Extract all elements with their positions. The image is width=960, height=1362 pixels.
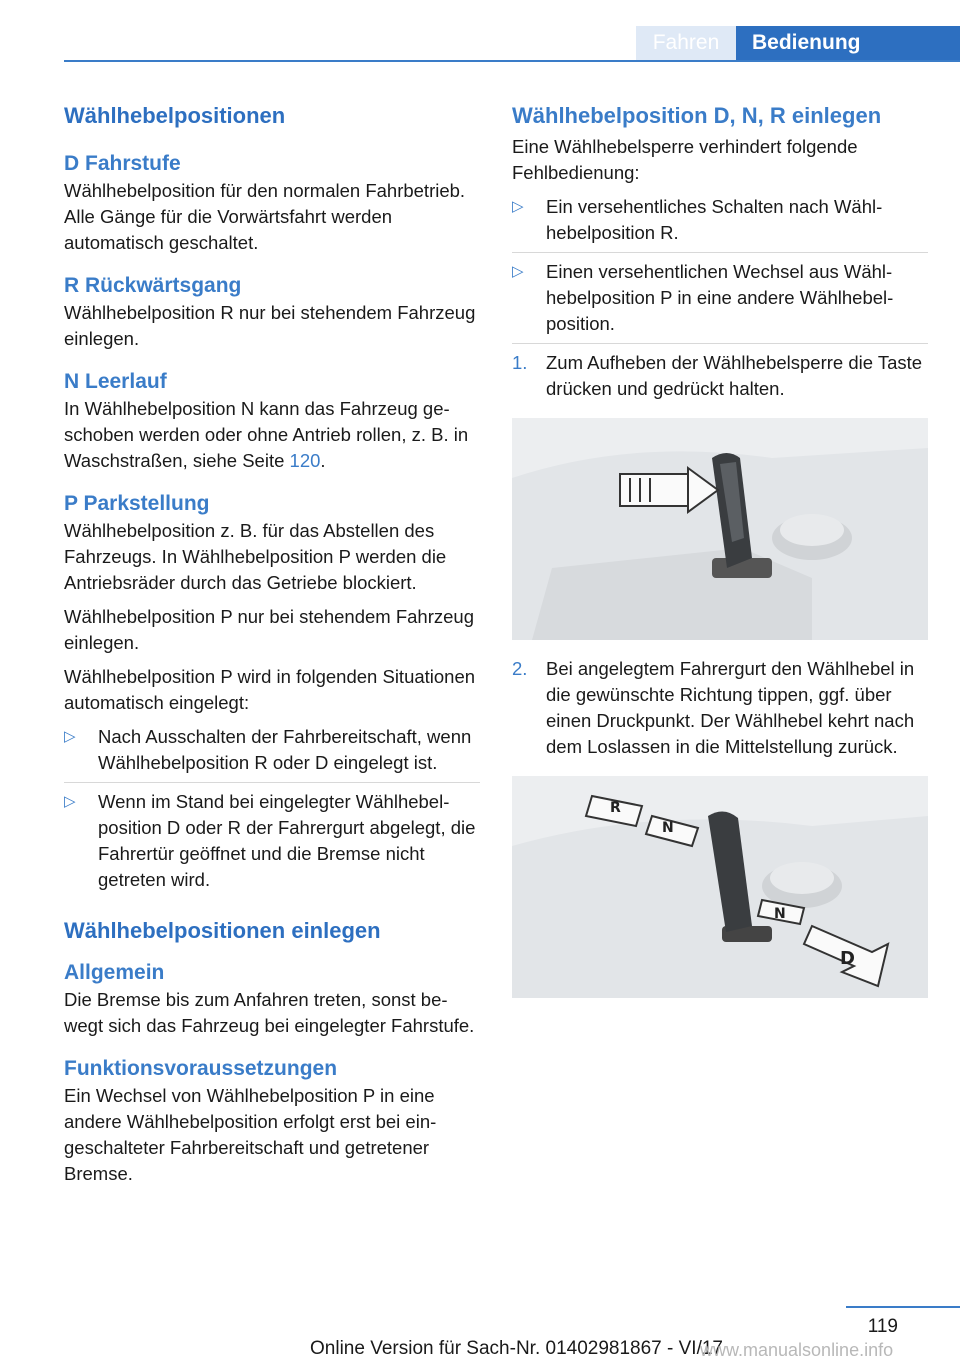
gear-direction-illustration [512, 776, 928, 998]
label-n-top: N [662, 820, 674, 836]
text-p2: Wählhebelposition P nur bei stehendem Fahrzeug einlegen. [64, 606, 474, 653]
text-allgemein: Die Bremse bis zum Anfahren treten, sonst bewegt sich das Fahrzeug bei eingelegter Fahrstufe. [64, 989, 475, 1036]
triangle-bullet-icon: ▷ [512, 198, 524, 215]
heading-n: N Leerlauf [64, 370, 167, 393]
list-item [512, 259, 928, 344]
list-item [64, 789, 480, 899]
header-rule [64, 60, 960, 62]
section-title-positions: Wählhebelpositionen [64, 103, 286, 128]
heading-p: P Parkstellung [64, 492, 210, 515]
heading-dnr: Wählhebelposition D, N, R einlegen [512, 103, 882, 128]
watermark: www.manualsonline.info [700, 1340, 894, 1360]
step-item [512, 350, 928, 408]
section-d [64, 150, 480, 256]
text-funktion: Ein Wechsel von Wählhebelposition P in eine andere Wählhebelposition erfolgt erst bei eingeschalteter Fahrbereitschaft und getretener Bremse. [64, 1085, 437, 1184]
heading-allgemein: Allgemein [64, 961, 165, 984]
list-item [64, 724, 480, 783]
page-link-120[interactable]: 120 [289, 450, 321, 471]
heading-d: D Fahrstufe [64, 152, 181, 175]
left-column [64, 100, 480, 1203]
bullet-list-p [64, 724, 480, 899]
step-item [512, 656, 928, 766]
label-d: D [840, 948, 855, 969]
online-version-note: Online Version für Sach-Nr. 01402981867 - VI/17 [310, 1338, 723, 1359]
triangle-bullet-icon: ▷ [64, 793, 76, 810]
section-title-einlegen: Wählhebelpositionen einlegen [64, 918, 381, 943]
figure-selector-lever-button [512, 418, 928, 640]
text-intro: Eine Wählhebelsperre verhindert folgende Fehlbedienung: [512, 136, 858, 183]
list-item-text: Ein versehentliches Schalten nach Wählhebelposition R. [546, 196, 883, 243]
text-n-before: In Wählhebelposition N kann das Fahrzeug geschoben werden oder ohne Antrieb rollen, z. B. in Waschstraßen, siehe Seite [64, 398, 469, 471]
heading-funktion: Funktionsvoraussetzungen [64, 1057, 338, 1080]
heading-r: R Rückwärtsgang [64, 274, 242, 297]
step-number: 1. [512, 352, 528, 373]
triangle-bullet-icon: ▷ [512, 263, 524, 280]
list-item-text: Einen versehentlichen Wechsel aus Wählhebelposition P in eine andere Wählhebelposition. [546, 261, 894, 334]
gear-lever-illustration [512, 418, 928, 640]
label-r: R [610, 800, 621, 816]
header-tab-fahren[interactable]: Fahren [636, 26, 736, 60]
text-d: Wählhebelposition für den normalen Fahrbetrieb. Alle Gänge für die Vorwärtsfahrt werden automatisch geschaltet. [64, 180, 466, 253]
text-p3: Wählhebelposition P wird in folgenden Situationen automatisch eingelegt: [64, 666, 476, 713]
section-p [64, 490, 480, 899]
right-column [512, 100, 928, 1014]
text-r: Wählhebelposition R nur bei stehendem Fahrzeug einlegen. [64, 302, 476, 349]
label-n-bottom: N [774, 906, 786, 922]
list-item-text: Nach Ausschalten der Fahrbereitschaft, wenn Wählhebelposition R oder D eingelegt ist. [98, 726, 472, 773]
text-n [64, 396, 480, 474]
list-item-text: Wenn im Stand bei eingelegter Wählhebelposition D oder R der Fahrergurt abgelegt, die Fahrertür geöffnet und die Bremse nicht getreten wird. [98, 791, 476, 890]
section-allgemein [64, 959, 480, 1039]
triangle-bullet-icon: ▷ [64, 728, 76, 745]
step-number: 2. [512, 658, 528, 679]
header-tab-bedienung[interactable]: Bedienung [736, 26, 960, 60]
step-list-1 [512, 350, 928, 408]
page-number: 119 [867, 1316, 898, 1337]
section-r [64, 272, 480, 352]
section-n [64, 368, 480, 474]
step-text: Zum Aufheben der Wählhebelsperre die Taste drücken und gedrückt halten. [546, 352, 923, 399]
figure-selector-lever-directions [512, 776, 928, 998]
text-n-after: . [320, 450, 326, 471]
section-funktion [64, 1055, 480, 1187]
step-list-2 [512, 656, 928, 766]
footer-rule [846, 1306, 960, 1308]
text-p1: Wählhebelposition z. B. für das Abstellen des Fahrzeugs. In Wählhebelposition P werden die Antriebsräder durch das Getriebe blockiert. [64, 520, 447, 593]
bullet-list-right [512, 194, 928, 344]
step-text: Bei angelegtem Fahrergurt den Wählhebel in die gewünschte Richtung tippen, ggf. über einen Druckpunkt. Der Wählhebel kehrt nach dem Loslassen in die Mittelstellung zurück. [546, 658, 915, 757]
list-item [512, 194, 928, 253]
